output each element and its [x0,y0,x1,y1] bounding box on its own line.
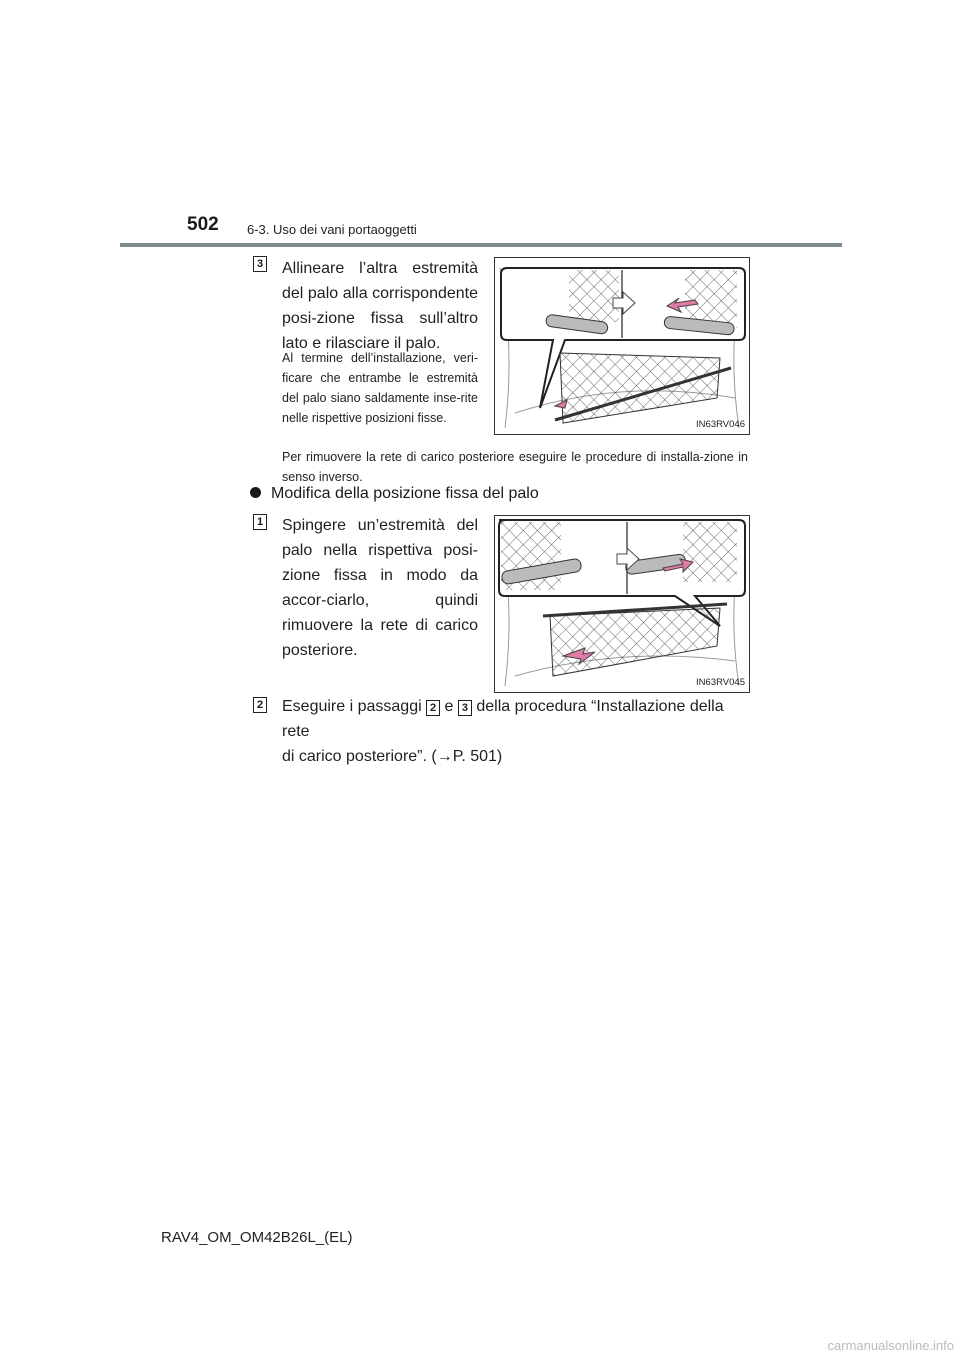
step-ref-3: 3 [458,700,472,716]
footer-doc-id: RAV4_OM_OM42B26L_(EL) [161,1229,353,1246]
step2-line-1 [282,694,752,744]
illustration-rear-net-remove [495,516,749,692]
step2-text-before: Eseguire i passaggi [282,698,422,715]
page-number: 502 [187,214,219,235]
figure-step1 [494,515,750,693]
figure-label: IN63RV046 [696,419,745,430]
step3-text: Allineare l’altra estremità del palo alla corrispondente posi-zione fissa sull’altro lato e rilasciare il palo. [282,260,478,352]
bullet-heading-text: Modifica della posizione fissa del palo [271,485,539,502]
step2-text-after: della procedura “Installazione della rete [282,698,724,740]
step3-note: Al termine dell’installazione, veri-ficare che entrambe le estremità del palo siano saldamente inse-rite nelle rispettive posizioni fisse. [282,351,478,425]
step-ref-2: 2 [426,700,440,716]
step2-line2-text: di carico posteriore”. ( [282,748,437,765]
step2-text-middle: e [444,698,454,715]
step2-text [282,694,752,769]
watermark: carmanualsonline.info [827,1338,954,1353]
step-badge-3: 3 [253,256,267,272]
section-title: 6-3. Uso dei vani portaoggetti [247,222,417,237]
page-ref-link[interactable]: P. 501) [452,748,503,765]
step1-text: Spingere un’estremità del palo nella rispettiva posi-zione fissa in modo da accor-ciarlo, quindi rimuovere la rete di carico posteriore. [282,517,478,659]
figure-step3 [494,257,750,435]
illustration-rear-net-install [495,258,749,434]
step2-line-2 [282,744,752,769]
step-badge-1: 1 [253,514,267,530]
arrow-right-icon: → [436,748,453,765]
bullet-heading [250,485,539,503]
header-divider [120,243,842,247]
removal-note: Per rimuovere la rete di carico posteriore eseguire le procedure di installa-zione in senso inverso. [282,450,748,484]
figure-label: IN63RV045 [696,677,745,688]
step-badge-2: 2 [253,697,267,713]
bullet-icon [250,487,261,498]
